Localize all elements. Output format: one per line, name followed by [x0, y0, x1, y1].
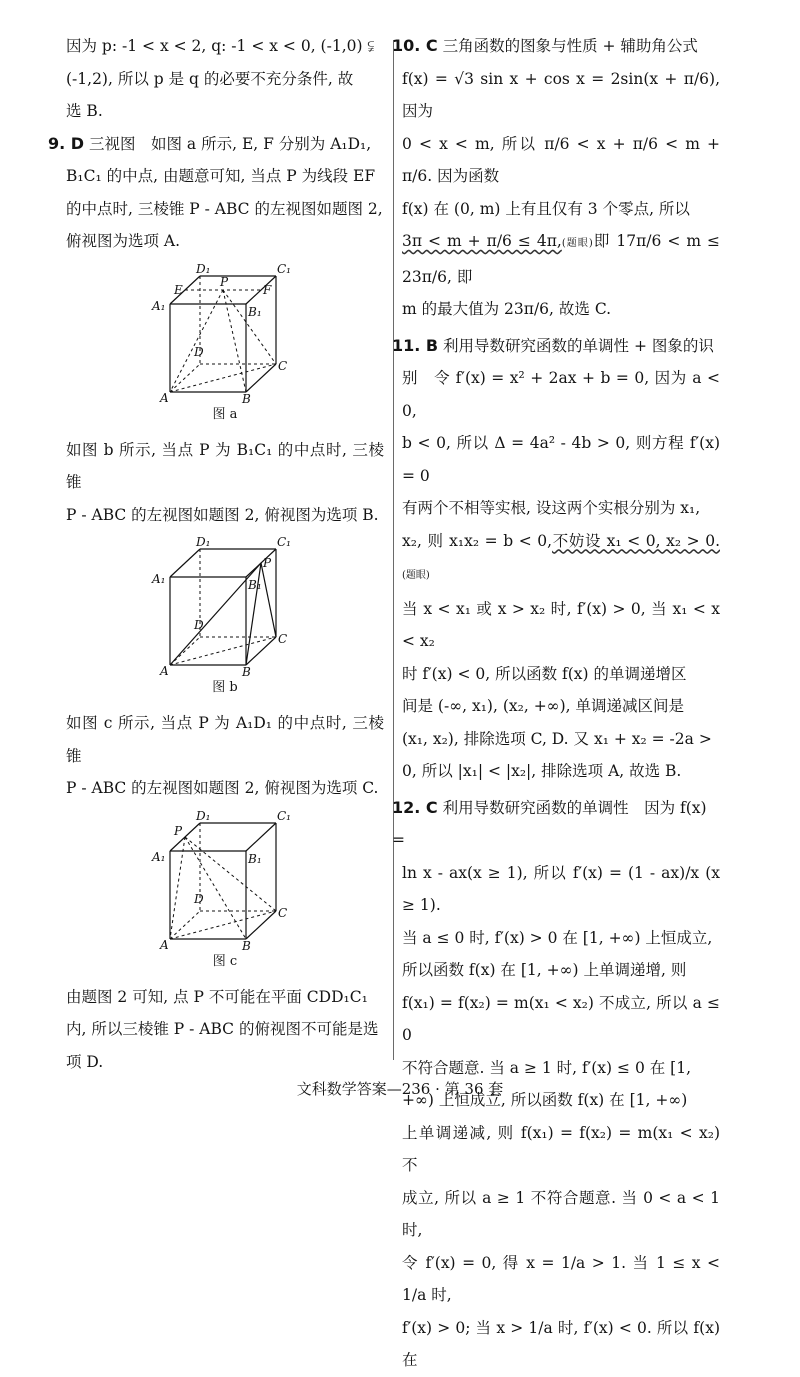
q12-number: 12. C: [392, 797, 438, 817]
fig-a-label-d: D: [194, 344, 204, 359]
q11-line-8: (x₁, x₂), 排除选项 C, D. 又 x₁ + x₂ = -2a >: [402, 729, 712, 748]
column-divider: [393, 40, 394, 1060]
q8-continuation-line-3: 选 B.: [66, 102, 103, 120]
q11-line-1: 别 令 f′(x) = x² + 2ax + b = 0, 因为 a < 0,: [402, 369, 720, 420]
q12-line-5: 不符合题意. 当 a ≥ 1 时, f′(x) ≤ 0 在 [1,: [402, 1058, 691, 1077]
q10-key-note: (题眼): [561, 238, 593, 249]
q11-line-5: 当 x < x₁ 或 x > x₂ 时, f′(x) > 0, 当 x₁ < x < x₂: [402, 599, 720, 650]
conclusion-line-1: 由题图 2 可知, 点 P 不可能在平面 CDD₁C₁: [66, 987, 368, 1006]
figure-c-cube: [150, 811, 300, 951]
q10-header: [392, 30, 720, 63]
fig-a-label-b1: B₁: [248, 304, 262, 319]
q12-line-2: 当 a ≤ 0 时, f′(x) > 0 在 [1, +∞) 上恒成立,: [402, 928, 713, 947]
fig-c-label-p: P: [174, 823, 183, 838]
q11-number: 11. B: [392, 335, 439, 355]
fig-a-label-f: F: [263, 282, 272, 297]
fig-b-label-d1: D₁: [196, 537, 211, 549]
figure-b-cube: [150, 537, 300, 677]
q12-line-3: 所以函数 f(x) 在 [1, +∞) 上单调递增, 则: [402, 961, 687, 979]
q11-line-6: 时 f′(x) < 0, 所以函数 f(x) 的单调递增区: [402, 664, 687, 683]
q10-line-5: m 的最大值为 23π/6, 故选 C.: [402, 300, 612, 318]
figure-b-caption: 图 b: [212, 680, 238, 695]
fig-a-label-c: C: [278, 358, 288, 373]
q11-title: 利用导数研究函数的单调性 + 图象的识: [443, 336, 714, 355]
q12-line-1: ln x - ax(x ≥ 1), 所以 f′(x) = (1 - ax)/x (x ≥ 1).: [402, 863, 720, 914]
fig-b-paragraph-line-1: 如图 b 所示, 当点 P 为 B₁C₁ 的中点时, 三棱锥: [66, 440, 384, 491]
q10-line-1: f(x) = √3 sin x + cos x = 2sin(x + π/6), 因为: [402, 69, 720, 120]
left-column: [48, 30, 384, 1078]
q9-line-2: B₁C₁ 的中点, 由题意可知, 当点 P 为线段 EF: [66, 167, 376, 185]
fig-b-label-p: P: [263, 556, 272, 570]
q11-line-4: [402, 525, 720, 593]
q12-title: 利用导数研究函数的单调性 因为 f(x) =: [392, 798, 707, 849]
q9-text-1: 三视图 如图 a 所示, E, F 分别为 A₁D₁,: [89, 134, 372, 153]
q12-line-9: 令 f′(x) = 0, 得 x = 1/a > 1. 当 1 ≤ x < 1/a 时,: [402, 1253, 720, 1304]
fig-b-label-b1: B₁: [248, 578, 262, 592]
q11-line-9: 0, 所以 |x₁| < |x₂|, 排除选项 A, 故选 B.: [402, 762, 682, 780]
q9-line-1: [48, 128, 384, 161]
fig-a-label-p: P: [220, 274, 229, 289]
fig-c-label-a1: A₁: [152, 849, 166, 864]
q11-line-2: b < 0, 所以 Δ = 4a² - 4b > 0, 则方程 f′(x) = 0: [402, 434, 720, 485]
fig-b-label-b: B: [242, 665, 251, 677]
q9-line-4: 俯视图为选项 A.: [66, 232, 181, 250]
fig-c-paragraph-line-1: 如图 c 所示, 当点 P 为 A₁D₁ 的中点时, 三棱锥: [66, 714, 384, 765]
fig-a-label-c1: C₁: [277, 263, 291, 276]
q11-key-assumption: 不妨设 x₁ < 0, x₂ > 0.: [552, 531, 720, 550]
fig-c-label-d: D: [194, 891, 204, 906]
q10-line-4: [402, 225, 720, 293]
fig-a-label-d1: D₁: [196, 263, 211, 276]
q9-line-3: 的中点时, 三棱锥 P - ABC 的左视图如题图 2,: [66, 199, 383, 218]
q10-number: 10. C: [392, 36, 438, 55]
q11-line-7: 间是 (-∞, x₁), (x₂, +∞), 单调递减区间是: [402, 697, 684, 715]
fig-c-label-b1: B₁: [248, 851, 262, 866]
q9-number: 9. D: [48, 133, 85, 153]
q12-line-7: 上单调递减, 则 f(x₁) = f(x₂) = m(x₁ < x₂) 不: [402, 1123, 720, 1174]
q11-line-4-start: x₂, 则 x₁x₂ = b < 0,: [402, 531, 553, 550]
q12-line-8: 成立, 所以 a ≥ 1 不符合题意. 当 0 < a < 1 时,: [402, 1188, 720, 1239]
fig-a-label-b: B: [242, 391, 251, 404]
fig-c-paragraph-line-2: P - ABC 的左视图如题图 2, 俯视图为选项 C.: [66, 779, 379, 797]
q11-key-note: (题眼): [402, 570, 430, 581]
figure-c-caption: 图 c: [212, 953, 238, 969]
q12-line-10: f′(x) > 0; 当 x > 1/a 时, f′(x) < 0. 所以 f(x) 在: [402, 1318, 720, 1369]
fig-c-label-a: A: [160, 937, 169, 951]
q10-line-2: 0 < x < m, 所以 π/6 < x + π/6 < m + π/6. 因为函数: [402, 134, 720, 185]
q12-line-4: f(x₁) = f(x₂) = m(x₁ < x₂) 不成立, 所以 a ≤ 0: [402, 993, 720, 1044]
conclusion-line-3: 项 D.: [66, 1052, 104, 1071]
conclusion-line-2: 内, 所以三棱锥 P - ABC 的俯视图不可能是选: [66, 1020, 379, 1038]
fig-a-label-a1: A₁: [152, 298, 166, 313]
q12-header: [392, 792, 720, 857]
fig-c-label-c: C: [278, 905, 288, 920]
q10-title: 三角函数的图象与性质 + 辅助角公式: [442, 37, 698, 55]
q10-line-4-rest: 即 17π/6 < m ≤ 23π/6, 即: [402, 232, 720, 286]
q8-continuation-line-2: (-1,2), 所以 p 是 q 的必要不充分条件, 故: [66, 69, 354, 88]
q11-header: [392, 330, 720, 363]
fig-a-label-a: A: [160, 390, 169, 404]
figure-a-caption: 图 a: [212, 406, 238, 422]
figure-a-cube: [150, 264, 300, 404]
fig-b-label-c: C: [278, 632, 288, 646]
q12-line-6: +∞) 上恒成立, 所以函数 f(x) 在 [1, +∞): [402, 1091, 688, 1109]
fig-b-label-c1: C₁: [277, 537, 291, 549]
fig-c-label-d1: D₁: [196, 810, 211, 823]
fig-b-paragraph-line-2: P - ABC 的左视图如题图 2, 俯视图为选项 B.: [66, 505, 379, 524]
q10-key-inequality: 3π < m + π/6 ≤ 4π,: [402, 232, 562, 250]
fig-b-label-a1: A₁: [152, 572, 166, 586]
page-footer: 文科数学答案—236 · 第 36 套: [296, 1080, 504, 1098]
q10-line-3: f(x) 在 (0, m) 上有且仅有 3 个零点, 所以: [402, 199, 690, 218]
fig-c-label-b: B: [242, 938, 251, 951]
fig-c-label-c1: C₁: [277, 810, 291, 823]
fig-a-label-e: E: [174, 282, 183, 297]
fig-b-label-a: A: [160, 664, 169, 677]
fig-b-label-d: D: [194, 618, 204, 632]
q8-continuation-line-1: 因为 p: -1 < x < 2, q: -1 < x < 0, (-1,0) ⫋: [66, 37, 375, 55]
q11-line-3: 有两个不相等实根, 设这两个实根分别为 x₁,: [402, 499, 701, 517]
